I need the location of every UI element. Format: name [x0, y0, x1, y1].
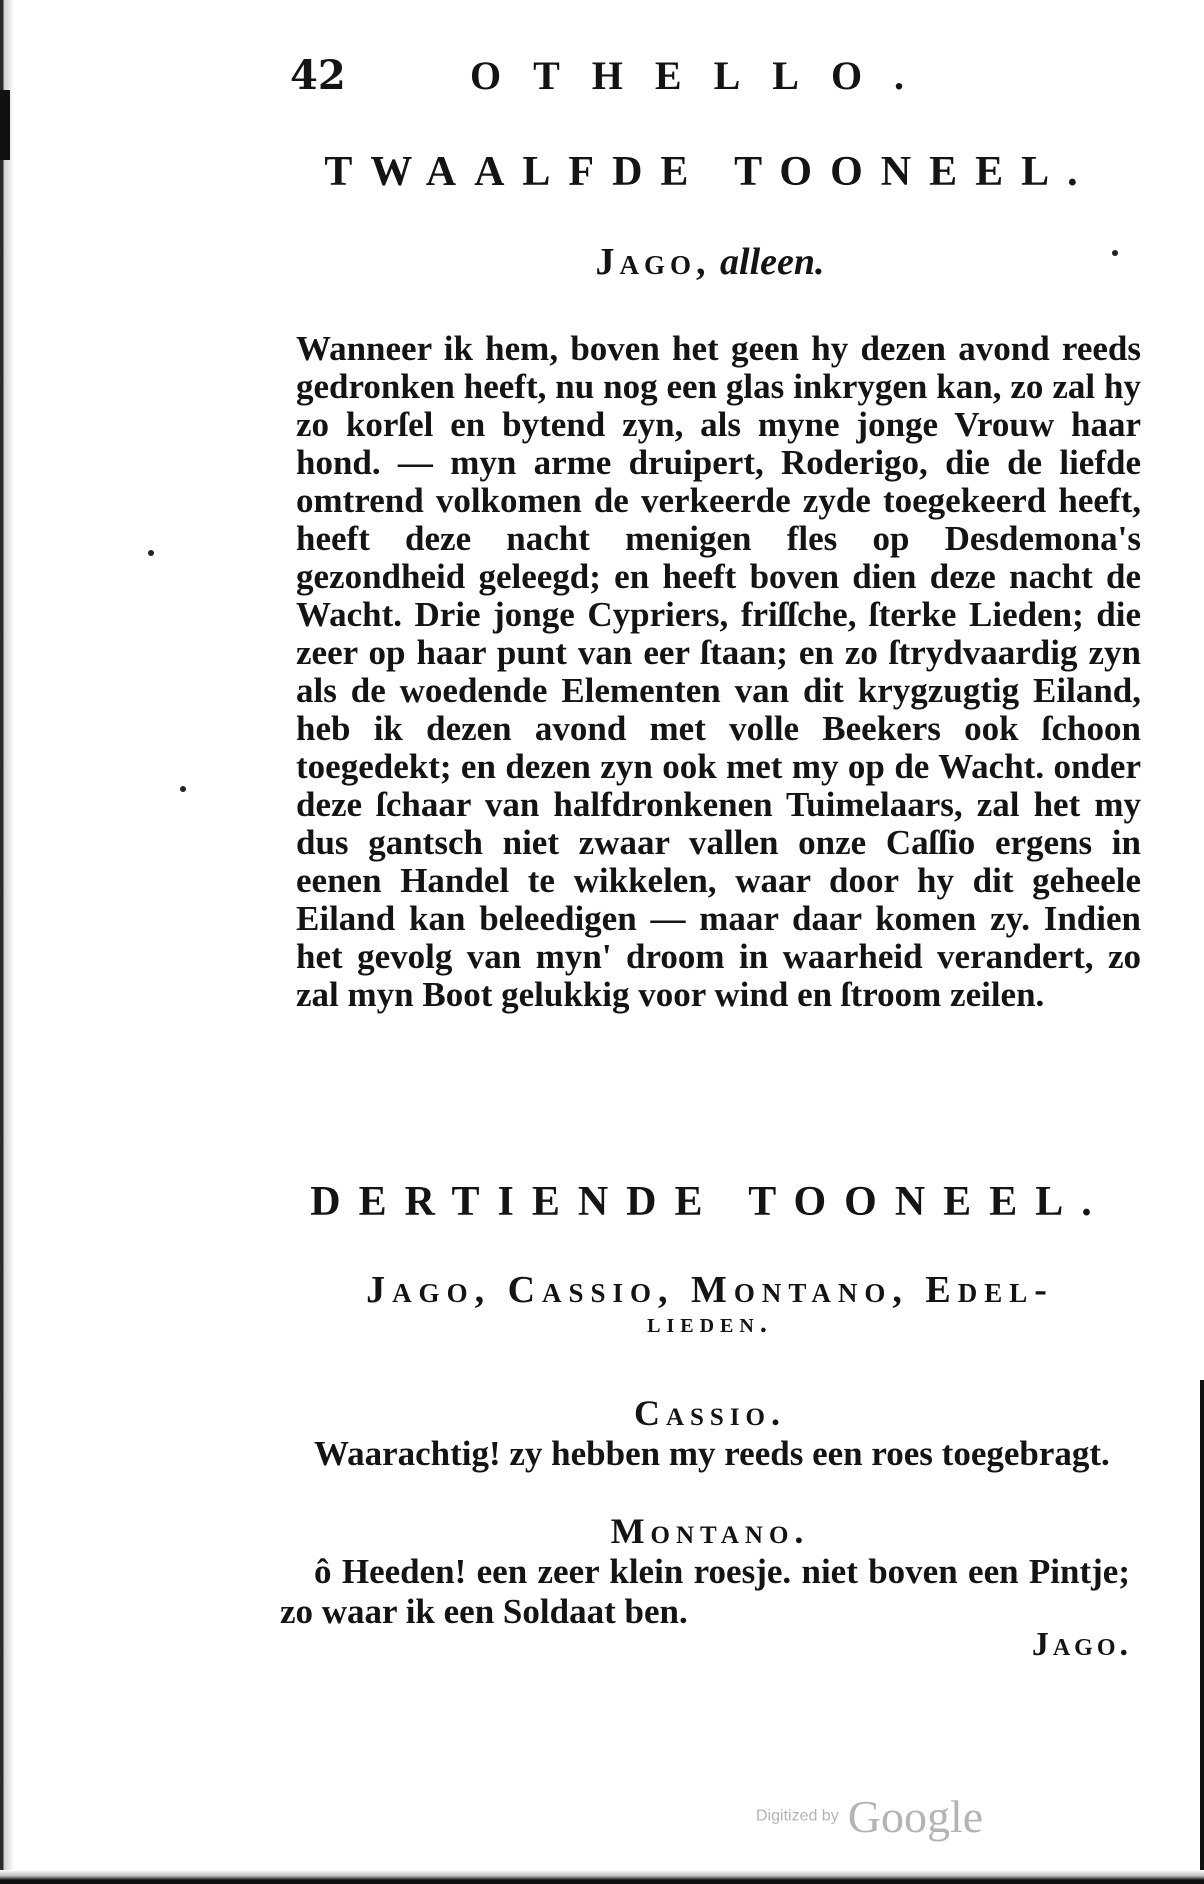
speech-cassio: Waarachtig! zy hebben my reeds een roes toegebragt. [314, 1434, 1110, 1473]
stage-direction: alleen. [720, 241, 825, 283]
scene-heading-thirteen: DERTIENDE TOONEEL. [310, 1179, 1110, 1225]
scan-left-edge [0, 0, 14, 1884]
jago-monologue: Wanneer ik hem, boven het geen hy dezen avond reeds gedronken heeft, nu nog een glas inkrygen kan, zo zal hy zo korſel en bytend zyn, als myne jonge Vrouw haar hond. — myn arme druipert, Roderigo, die de liefde omtrend volkomen de verkeerde zyde toegekeerd heeft, heeft deze nacht menigen fles op Desdemona's gezondheid geleegd; en heeft boven dien deze nacht de Wacht. Drie jonge Cypriers, friſſche, ſterke Lieden; die zeer op haar punt van eer ſtaan; en zo ſtrydvaardig zyn als de woedende Elementen van dit krygzugtig Eiland, heb ik dezen avond met volle Beekers ook ſchoon toegedekt; en dezen zyn ook met my op de Wacht. onder deze ſchaar van halfdronkenen Tuimelaars, zal het my dus gantsch niet zwaar vallen onze Caſſio ergens in eenen Handel te wikkelen, waar door hy dit geheele Eiland kan beleedigen — maar daar komen zy. Indien het gevolg van myn' droom in waarheid verandert, zo zal myn Boot gelukkig voor wind en ſtroom zeilen. [296, 329, 1141, 1014]
digitized-watermark [756, 1790, 983, 1840]
scene-thirteen-cast [280, 1268, 1140, 1340]
scene-twelve-cast [280, 240, 1140, 284]
watermark-prefix: Digitized by [756, 1807, 839, 1825]
speech-montano: ô Heeden! een zeer klein roesje. niet boven een Pintje; zo waar ik een Soldaat ben. [280, 1552, 1130, 1631]
ink-speck [180, 786, 186, 792]
speaker-cassio: Cassio. [633, 1393, 787, 1433]
scan-right-edge [1200, 1380, 1204, 1884]
ink-speck [148, 550, 154, 556]
catchword: Jago. [1031, 1626, 1132, 1663]
page-number: 42 [290, 52, 346, 99]
scene-heading-twelve: TWAALFDE TOONEEL. [324, 149, 1096, 195]
watermark-logo: Google [847, 1791, 984, 1842]
cast-line-two: lieden. [647, 1308, 773, 1339]
character-jago: Jago, [595, 241, 711, 283]
cast-line-one: Jago, Cassio, Montano, Edel- [366, 1269, 1054, 1311]
running-title: OTHELLO. [470, 53, 937, 98]
running-head [290, 52, 937, 102]
scan-bottom-edge [0, 1870, 1204, 1884]
scan-binding-mark [0, 90, 10, 160]
speaker-montano: Montano. [610, 1511, 810, 1551]
